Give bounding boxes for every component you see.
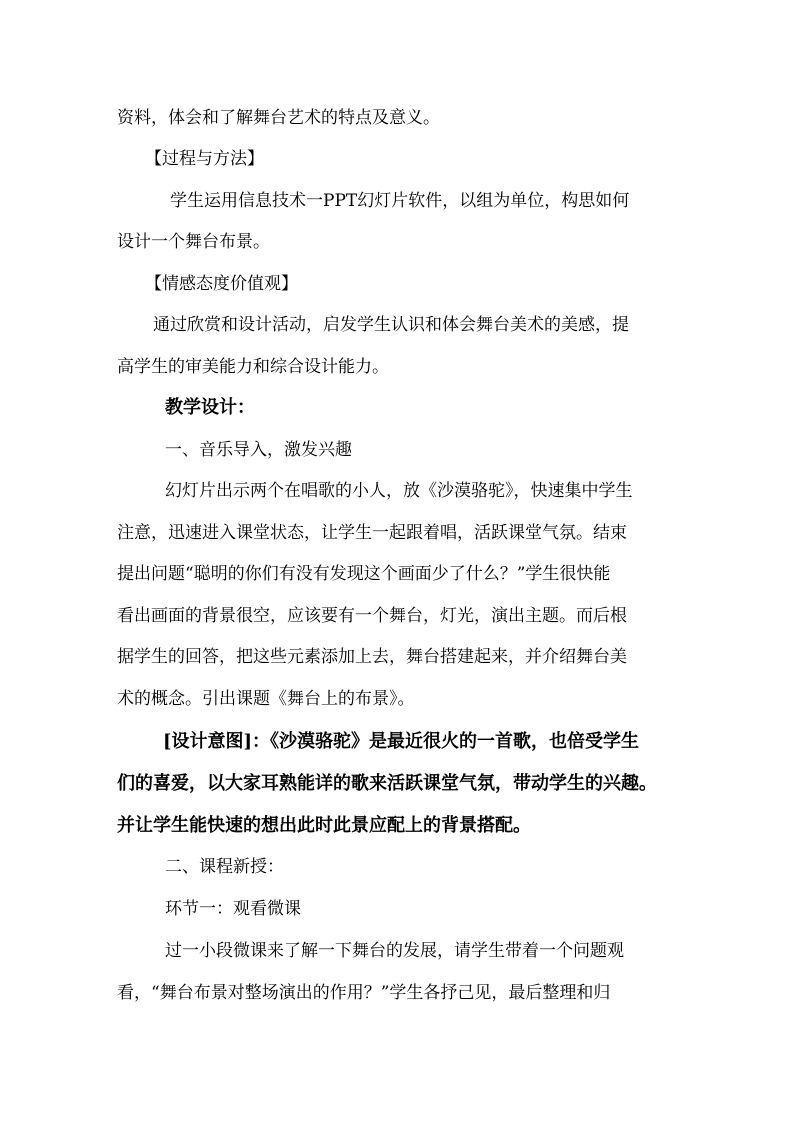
body-line: 看，“舞台布景对整场演出的作用？”学生各抒己见，最后整理和归 bbox=[117, 983, 611, 1003]
body-line: 术的概念。引出课题《舞台上的布景》。 bbox=[117, 689, 415, 709]
body-line: 注意，迅速进入课堂状态，让学生一起跟着唱，活跃课堂气氛。结束 bbox=[117, 523, 627, 543]
subsection-heading-step-one: 环节一：观看微课 bbox=[165, 899, 301, 919]
body-line: 过一小段微课来了解一下舞台的发展，请学生带着一个问题观 bbox=[165, 941, 624, 961]
subsection-heading-new-lesson: 二、课程新授： bbox=[165, 857, 284, 877]
body-line: 提出问题“聪明的你们有没有发现这个画面少了什么？”学生很快能 bbox=[117, 564, 611, 584]
design-intent-line: 们的喜爱，以大家耳熟能详的歌来活跃课堂气氛，带动学生的兴趣。 bbox=[117, 773, 657, 794]
design-intent-line: [设计意图]：《沙漠骆驼》是最近很火的一首歌，也倍受学生 bbox=[163, 731, 640, 752]
body-line: 通过欣赏和设计活动，启发学生认识和体会舞台美术的美感，提 bbox=[153, 315, 629, 335]
design-intent-line: 并让学生能快速的想出此时此景应配上的背景搭配。 bbox=[117, 815, 531, 836]
body-line: 看出画面的背景很空，应该要有一个舞台，灯光，演出主题。而后根 bbox=[117, 606, 627, 626]
body-line: 资料，体会和了解舞台艺术的特点及意义。 bbox=[117, 108, 440, 128]
section-heading-emotion-values: 【情感态度价值观】 bbox=[145, 274, 298, 294]
section-heading-teaching-design: 教学设计： bbox=[165, 397, 255, 418]
section-heading-process-method: 【过程与方法】 bbox=[145, 149, 264, 169]
body-line: 幻灯片出示两个在唱歌的小人，放《沙漠骆驼》，快速集中学生 bbox=[165, 481, 633, 501]
body-line: 据学生的回答，把这些元素添加上去，舞台搭建起来，并介绍舞台美 bbox=[117, 647, 627, 667]
subsection-heading-music-intro: 一、音乐导入，激发兴趣 bbox=[165, 440, 352, 460]
body-line: 学生运用信息技术一PPT幻灯片软件，以组为单位，构思如何 bbox=[170, 191, 630, 211]
body-line: 高学生的审美能力和综合设计能力。 bbox=[117, 357, 389, 377]
body-line: 设计一个舞台布景。 bbox=[117, 232, 270, 252]
